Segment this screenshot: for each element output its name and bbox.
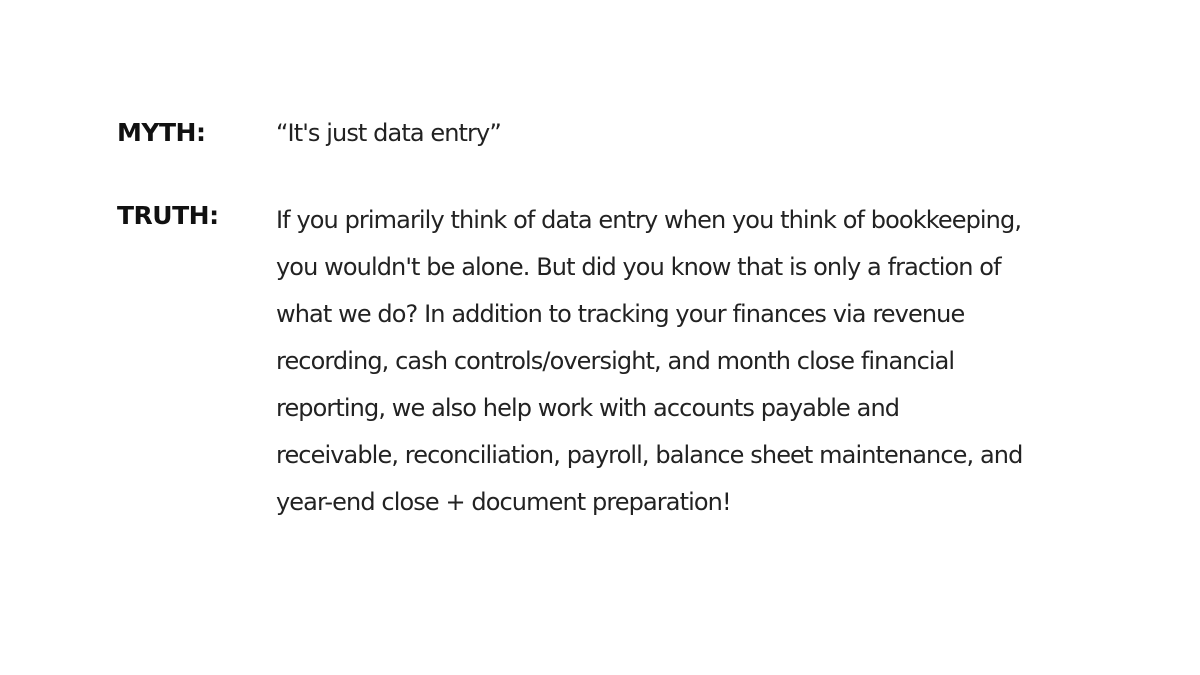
truth-paragraph (276, 197, 1091, 526)
truth-line: If you primarily think of data entry when you think of bookkeeping, (276, 206, 1022, 234)
truth-line: reporting, we also help work with accounts payable and (276, 394, 900, 422)
truth-line: year-end close + document preparation! (276, 488, 731, 516)
truth-line: you wouldn't be alone. But did you know that is only a fraction of (276, 253, 1001, 281)
truth-line: receivable, reconciliation, payroll, balance sheet maintenance, and (276, 441, 1023, 469)
truth-label: TRUTH: (117, 201, 219, 230)
myth-text: “It's just data entry” (276, 119, 501, 147)
myth-label: MYTH: (117, 118, 206, 147)
truth-line: recording, cash controls/oversight, and month close financial (276, 347, 955, 375)
truth-line: what we do? In addition to tracking your finances via revenue (276, 300, 965, 328)
